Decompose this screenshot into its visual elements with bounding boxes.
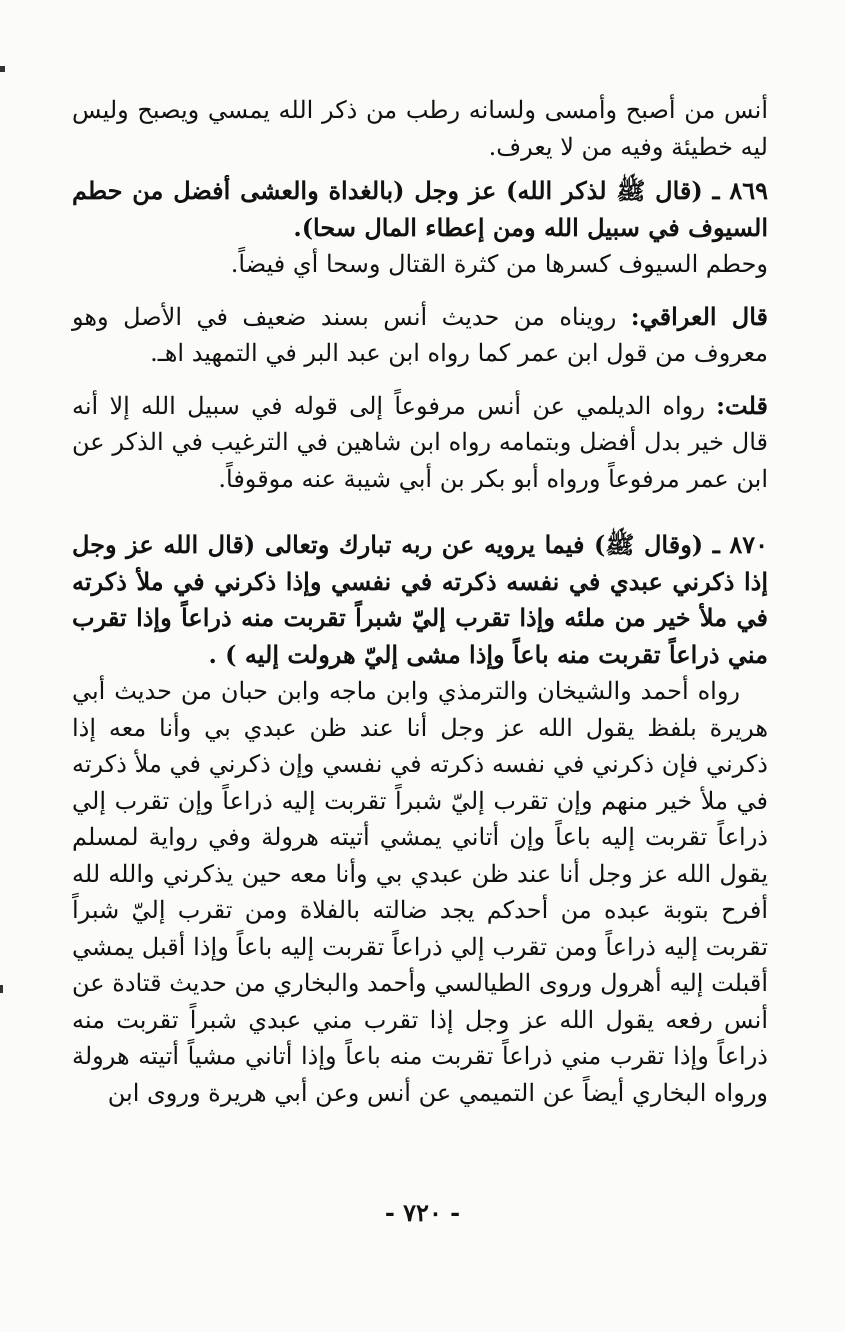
hadith-number-869: ٨٦٩ ـ	[712, 176, 769, 205]
qultu-text: رواه الديلمي عن أنس مرفوعاً إلى قوله في سبيل الله إلا أنه قال خير بدل أفضل وبتمامه رواه ابن شاهين في الترغيب في الذكر عن ابن عمر مرفوعاً ورواه أبو بكر بن أبي شيبة عنه موقوفاً.	[72, 391, 768, 493]
scan-edge-mark	[0, 985, 3, 993]
page-body	[72, 92, 768, 1111]
qultu-label: قلت:	[716, 390, 768, 420]
hadith-number-870: ٨٧٠ ـ	[712, 530, 768, 559]
hadith-text-869: (قال ﷺ لذكر الله) عز وجل (بالغداة والعشى أفضل من حطم السيوف في سبيل الله ومن إعطاء المال سحا).	[72, 176, 768, 242]
hadith-869	[72, 173, 768, 246]
paragraph-explanation: وحطم السيوف كسرها من كثرة القتال وسحا أي فيضاً.	[230, 250, 768, 278]
paragraph-iraqi	[72, 299, 768, 372]
hadith-870	[72, 527, 768, 673]
paragraph-takhrij: رواه أحمد والشيخان والترمذي وابن ماجه وابن حبان من حديث أبي هريرة بلفظ يقول الله عز وجل أنا عند ظن عبدي بي وأنا معه إذا ذكرني فإن ذكرني في نفسه ذكرته في نفسي وإن ذكرني في ملأ ذكرته في ملأ خير منهم وإن تقرب إليّ شبراً تقربت إليه ذراعاً وإن تقرب إلي ذراعاً تقربت إليه باعاً وإن أتاني يمشي أتيته هرولة وفي رواية لمسلم يقول الله عز وجل أنا عند ظن عبدي بي وأنا معه حين يذكرني والله لله أفرح بتوبة عبده من أحدكم يجد ضالته بالفلاة ومن تقرب إليّ شبراً تقربت إليه ذراعاً ومن تقرب إلي ذراعاً تقربت إليه باعاً وإذا أقبل يمشي أقبلت إليه أهرول وروى الطيالسي وأحمد والبخاري من حديث قتادة عن أنس رفعه يقول الله عز وجل إذا تقرب مني عبدي شبراً تقربت منه ذراعاً وإذا تقرب مني ذراعاً تقربت منه باعاً وإذا أتاني مشياً أتيته هرولة ورواه البخاري أيضاً عن التميمي عن أنس وعن أبي هريرة وروى ابن	[72, 677, 769, 1107]
scan-edge-mark	[0, 66, 5, 72]
iraqi-text: رويناه من حديث أنس بسند ضعيف في الأصل وهو معروف من قول ابن عمر كما رواه ابن عبد البر في التمهيد اهـ.	[72, 302, 768, 367]
hadith-text-870: (وقال ﷺ) فيما يرويه عن ربه تبارك وتعالى (قال الله عز وجل إذا ذكرني عبدي في نفسه ذكرته في نفسي وإذا ذكرني في ملأ ذكرته في ملأ خير من ملئه وإذا تقرب إليّ شبراً تقربت منه ذراعاً وإذا تقرب مني ذراعاً تقربت منه باعاً وإذا مشى إليّ هرولت إليه ) .	[72, 530, 769, 669]
paragraph-qultu	[72, 388, 768, 498]
iraqi-label: قال العراقي:	[630, 301, 768, 331]
page-number: - ٧٢٠ -	[384, 1198, 461, 1227]
paragraph-opening: أنس من أصبح وأمسى ولسانه رطب من ذكر الله يمسي ويصبح وليس ليه خطيئة وفيه من لا يعرف.	[72, 96, 768, 161]
